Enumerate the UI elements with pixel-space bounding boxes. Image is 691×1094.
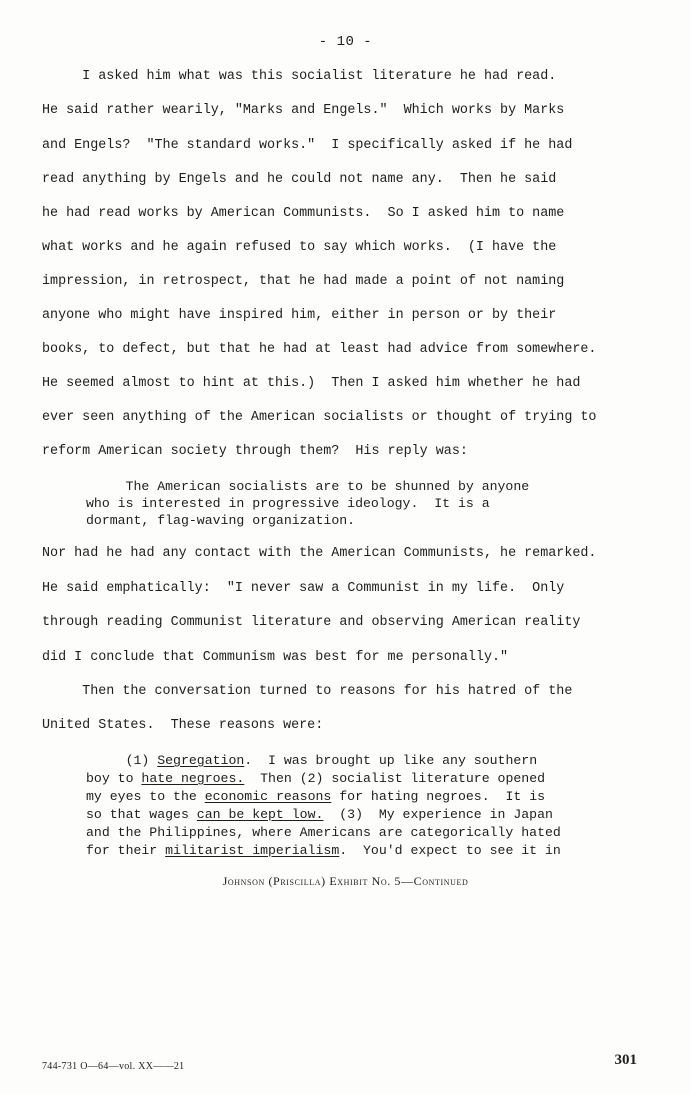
underlined-text: can be kept low. — [196, 807, 324, 822]
text-line: what works and he again refused to say which works. (I have the — [42, 240, 557, 255]
quote-line: dormant, flag-waving organization. — [86, 513, 356, 528]
text-line: ever seen anything of the American socialists or thought of trying to — [42, 410, 597, 425]
underlined-text: economic reasons — [204, 789, 332, 804]
quote-line: (1) Segregation. I was brought up like any southern — [86, 753, 538, 768]
text-line: I asked him what was this socialist literature he had read. — [42, 69, 557, 84]
quote-line: boy to hate negroes. Then (2) socialist literature opened — [86, 771, 546, 786]
exhibit-caption: Johnson (Priscilla) Exhibit No. 5—Continued — [222, 874, 469, 888]
text-line: did I conclude that Communism was best for me personally." — [42, 650, 509, 665]
text-line: he had read works by American Communists. So I asked him to name — [42, 206, 565, 221]
text-line: Nor had he had any contact with the American Communists, he remarked. — [42, 546, 597, 561]
text-line: and Engels? "The standard works." I specifically asked if he had — [42, 138, 573, 153]
text-line: through reading Communist literature and observing American reality — [42, 615, 581, 630]
text-line: Then the conversation turned to reasons for his hatred of the — [42, 684, 573, 699]
quote-line: my eyes to the economic reasons for hating negroes. It is — [86, 789, 546, 804]
text-line: anyone who might have inspired him, either in person or by their — [42, 308, 557, 323]
text-line: impression, in retrospect, that he had made a point of not naming — [42, 274, 565, 289]
quote-line: and the Philippines, where Americans are categorically hated — [86, 825, 561, 840]
underlined-text: Segregation — [157, 753, 245, 768]
quote-line: so that wages can be kept low. (3) My experience in Japan — [86, 807, 553, 822]
text-line: He said emphatically: "I never saw a Communist in my life. Only — [42, 581, 565, 596]
text-line: United States. These reasons were: — [42, 718, 324, 733]
quote-line: who is interested in progressive ideology. It is a — [86, 496, 490, 511]
text-line: He seemed almost to hint at this.) Then I asked him whether he had — [42, 376, 581, 391]
print-code: 744-731 O—64—vol. XX——21 — [42, 1061, 185, 1072]
quote-line: for their militarist imperialism. You'd expect to see it in — [86, 843, 561, 858]
page-number: - 10 - — [318, 34, 373, 50]
text-line: He said rather wearily, "Marks and Engels." Which works by Marks — [42, 103, 565, 118]
text-line: books, to defect, but that he had at least had advice from somewhere. — [42, 342, 597, 357]
underlined-text: hate negroes. — [141, 771, 245, 786]
quote-line: The American socialists are to be shunned by anyone — [86, 479, 530, 494]
underlined-text: militarist imperialism — [165, 843, 340, 858]
folio-number: 301 — [614, 1052, 637, 1068]
text-line: reform American society through them? His reply was: — [42, 444, 468, 459]
text-line: read anything by Engels and he could not name any. Then he said — [42, 172, 557, 187]
